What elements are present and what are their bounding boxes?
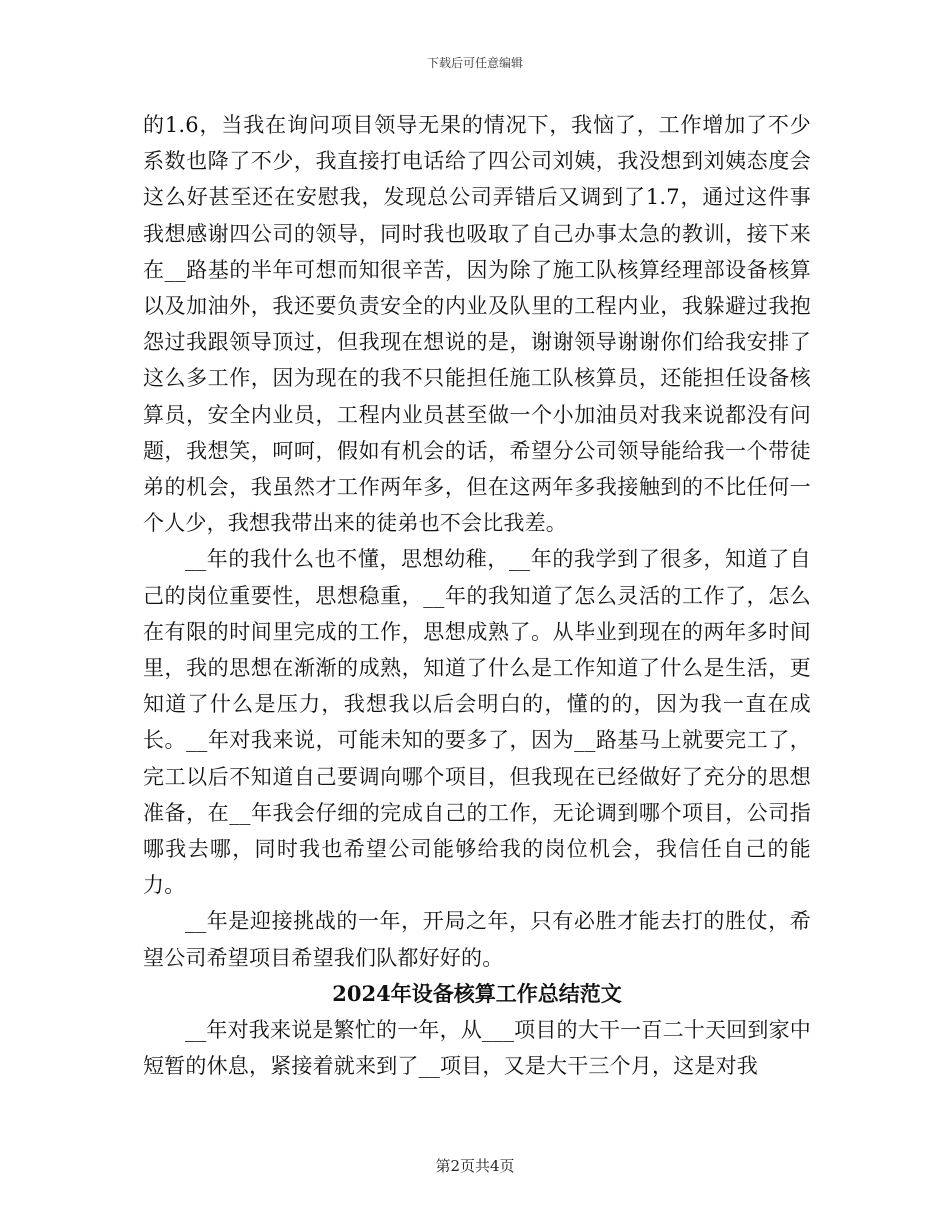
section-title: 2024年设备核算工作总结范文 xyxy=(332,980,622,1006)
page-number: 第2页共4页 xyxy=(435,1157,515,1175)
section-paragraph-1: __年对我来说是繁忙的一年，从___项目的大干一百二十天回到家中短暂的休息，紧接着就来到了__项目，又是大干三个月，这是对我 xyxy=(143,1018,811,1079)
paragraph-1: 的1.6，当我在询问项目领导无果的情况下，我恼了，工作增加了不少系数也降了不少，我直接打电话给了四公司刘姨，我没想到刘姨态度会这么好甚至还在安慰我，发现总公司弄错后又调到了1.7，通过这件事我想感谢四公司的领导，同时我也吸取了自己办事太急的教训，接下来在__路基的半年可想而知很辛苦，因为除了施工队核算经理部设备核算以及加油外，我还要负责安全的内业及队里的工程内业，我躲避过我抱怨过我跟领导顶过，但我现在想说的是，谢谢领导谢谢你们给我安排了这么多工作，因为现在的我不只能担任施工队核算员，还能担任设备核算员，安全内业员，工程内业员甚至做一个小加油员对我来说都没有问题，我想笑，呵呵，假如有机会的话，希望分公司领导能给我一个带徒弟的机会，我虽然才工作两年多，但在这两年多我接触到的不比任何一个人少，我想我带出来的徒弟也不会比我差。 xyxy=(143,113,811,536)
document-body xyxy=(143,107,811,1084)
page-header: 下载后可任意编辑 xyxy=(426,56,523,70)
paragraph-3: __年是迎接挑战的一年，开局之年，只有必胜才能去打的胜仗，希望公司希望项目希望我们队都好好的。 xyxy=(143,909,811,970)
paragraph-2: __年的我什么也不懂，思想幼稚，__年的我学到了很多，知道了自己的岗位重要性，思想稳重，__年的我知道了怎么灵活的工作了，怎么在有限的时间里完成的工作，思想成熟了。从毕业到现在的两年多时间里，我的思想在渐渐的成熟，知道了什么是工作知道了什么是生活，更知道了什么是压力，我想我以后会明白的，懂的的，因为我一直在成长。__年对我来说，可能未知的要多了，因为__路基马上就要完工了，完工以后不知道自己要调向哪个项目，但我现在已经做好了充分的思想准备，在__年我会仔细的完成自己的工作，无论调到哪个项目，公司指哪我去哪，同时我也希望公司能够给我的岗位机会，我信任自己的能力。 xyxy=(143,547,811,898)
